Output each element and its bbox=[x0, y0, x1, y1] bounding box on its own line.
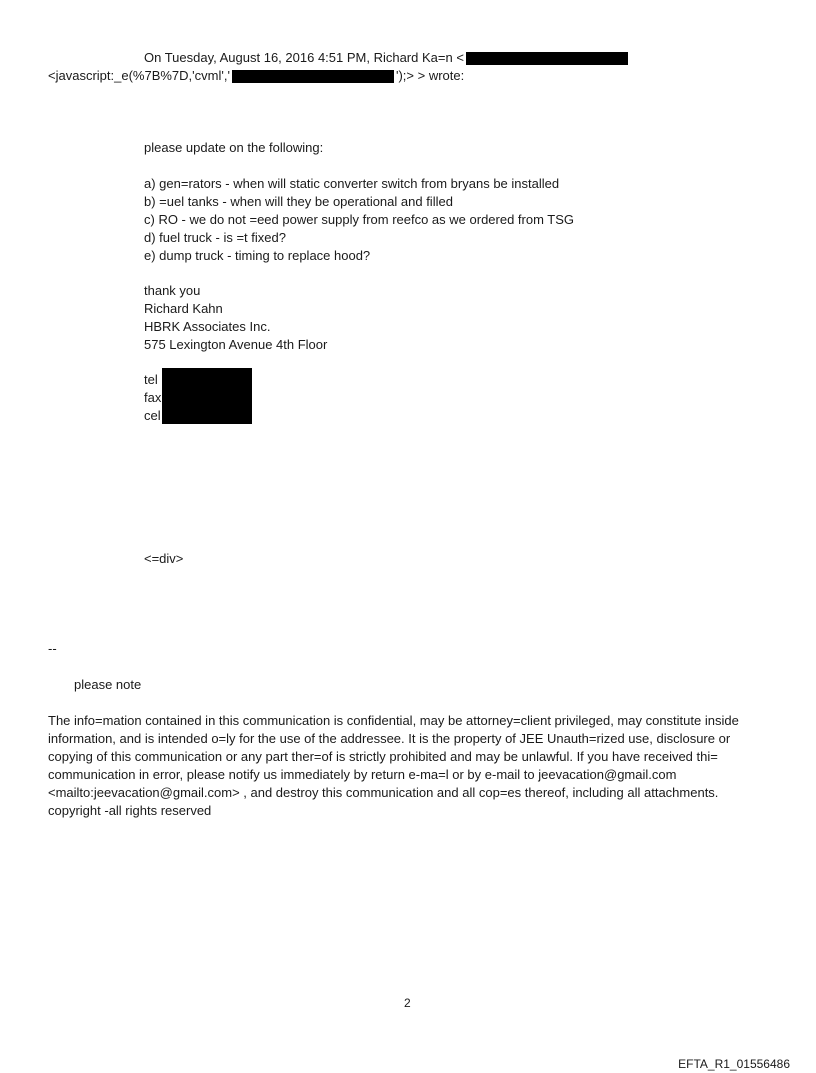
signature bbox=[144, 282, 327, 354]
note-heading: please note bbox=[74, 677, 142, 692]
document-id: EFTA_R1_01556486 bbox=[678, 1057, 790, 1071]
greeting: please update on the following: bbox=[144, 140, 324, 155]
signature-line: HBRK Associates Inc. bbox=[144, 319, 271, 334]
div-tag-text: <=div> bbox=[144, 551, 184, 566]
signature-line: Richard Kahn bbox=[144, 301, 223, 316]
list-item: b) =uel tanks - when will they be operational and filled bbox=[144, 194, 453, 209]
disclaimer-paragraph: The info=mation contained in this communication is confidential, may be attorney=client privileged, may constitute inside information, and is intended o=ly for the use of the addressee. It is the property of JEE Unauth=rized use, disclosure or copying of this communication or any part ther=of is strictly prohibited and may be unlawful. If you have received thi= communication in error, please notify us immediately by return e-ma=l or by e-mail to jeevacation@gmail.com <mailto:jeevacation@gmail.com> , and destroy this communication and all cop=es thereof, including all attachments. copyright -all rights reserved bbox=[48, 713, 739, 818]
redaction-block-email bbox=[466, 52, 628, 65]
header-text: On Tuesday, August 16, 2016 4:51 PM, Richard Ka=n < bbox=[144, 50, 464, 65]
redaction-block-phone bbox=[162, 368, 252, 424]
list-item: c) RO - we do not =eed power supply from reefco as we ordered from TSG bbox=[144, 212, 575, 227]
redaction-block-address bbox=[232, 70, 394, 83]
separator-dashes: -- bbox=[48, 641, 57, 656]
email-header-line-2-suffix bbox=[396, 67, 464, 85]
list-item: d) fuel truck - is =t fixed? bbox=[144, 230, 286, 245]
list-item: e) dump truck - timing to replace hood? bbox=[144, 248, 371, 263]
email-header-line-2 bbox=[48, 67, 230, 85]
contact-label-tel: tel bbox=[144, 372, 158, 387]
signature-line: thank you bbox=[144, 283, 201, 298]
signature-line: 575 Lexington Avenue 4th Floor bbox=[144, 337, 328, 352]
contact-label-cel: cel bbox=[144, 408, 161, 423]
contact-label-fax: fax bbox=[144, 390, 162, 405]
header-javascript-text: <javascript:_e(%7B%7D,'cvml',' bbox=[48, 68, 230, 83]
header-wrote-text: ');> > wrote: bbox=[396, 68, 465, 83]
page-number: 2 bbox=[404, 996, 411, 1010]
email-header-line-1 bbox=[144, 49, 464, 67]
task-list bbox=[144, 175, 574, 265]
list-item: a) gen=rators - when will static converter switch from bryans be installed bbox=[144, 176, 560, 191]
contact-labels bbox=[144, 371, 161, 425]
